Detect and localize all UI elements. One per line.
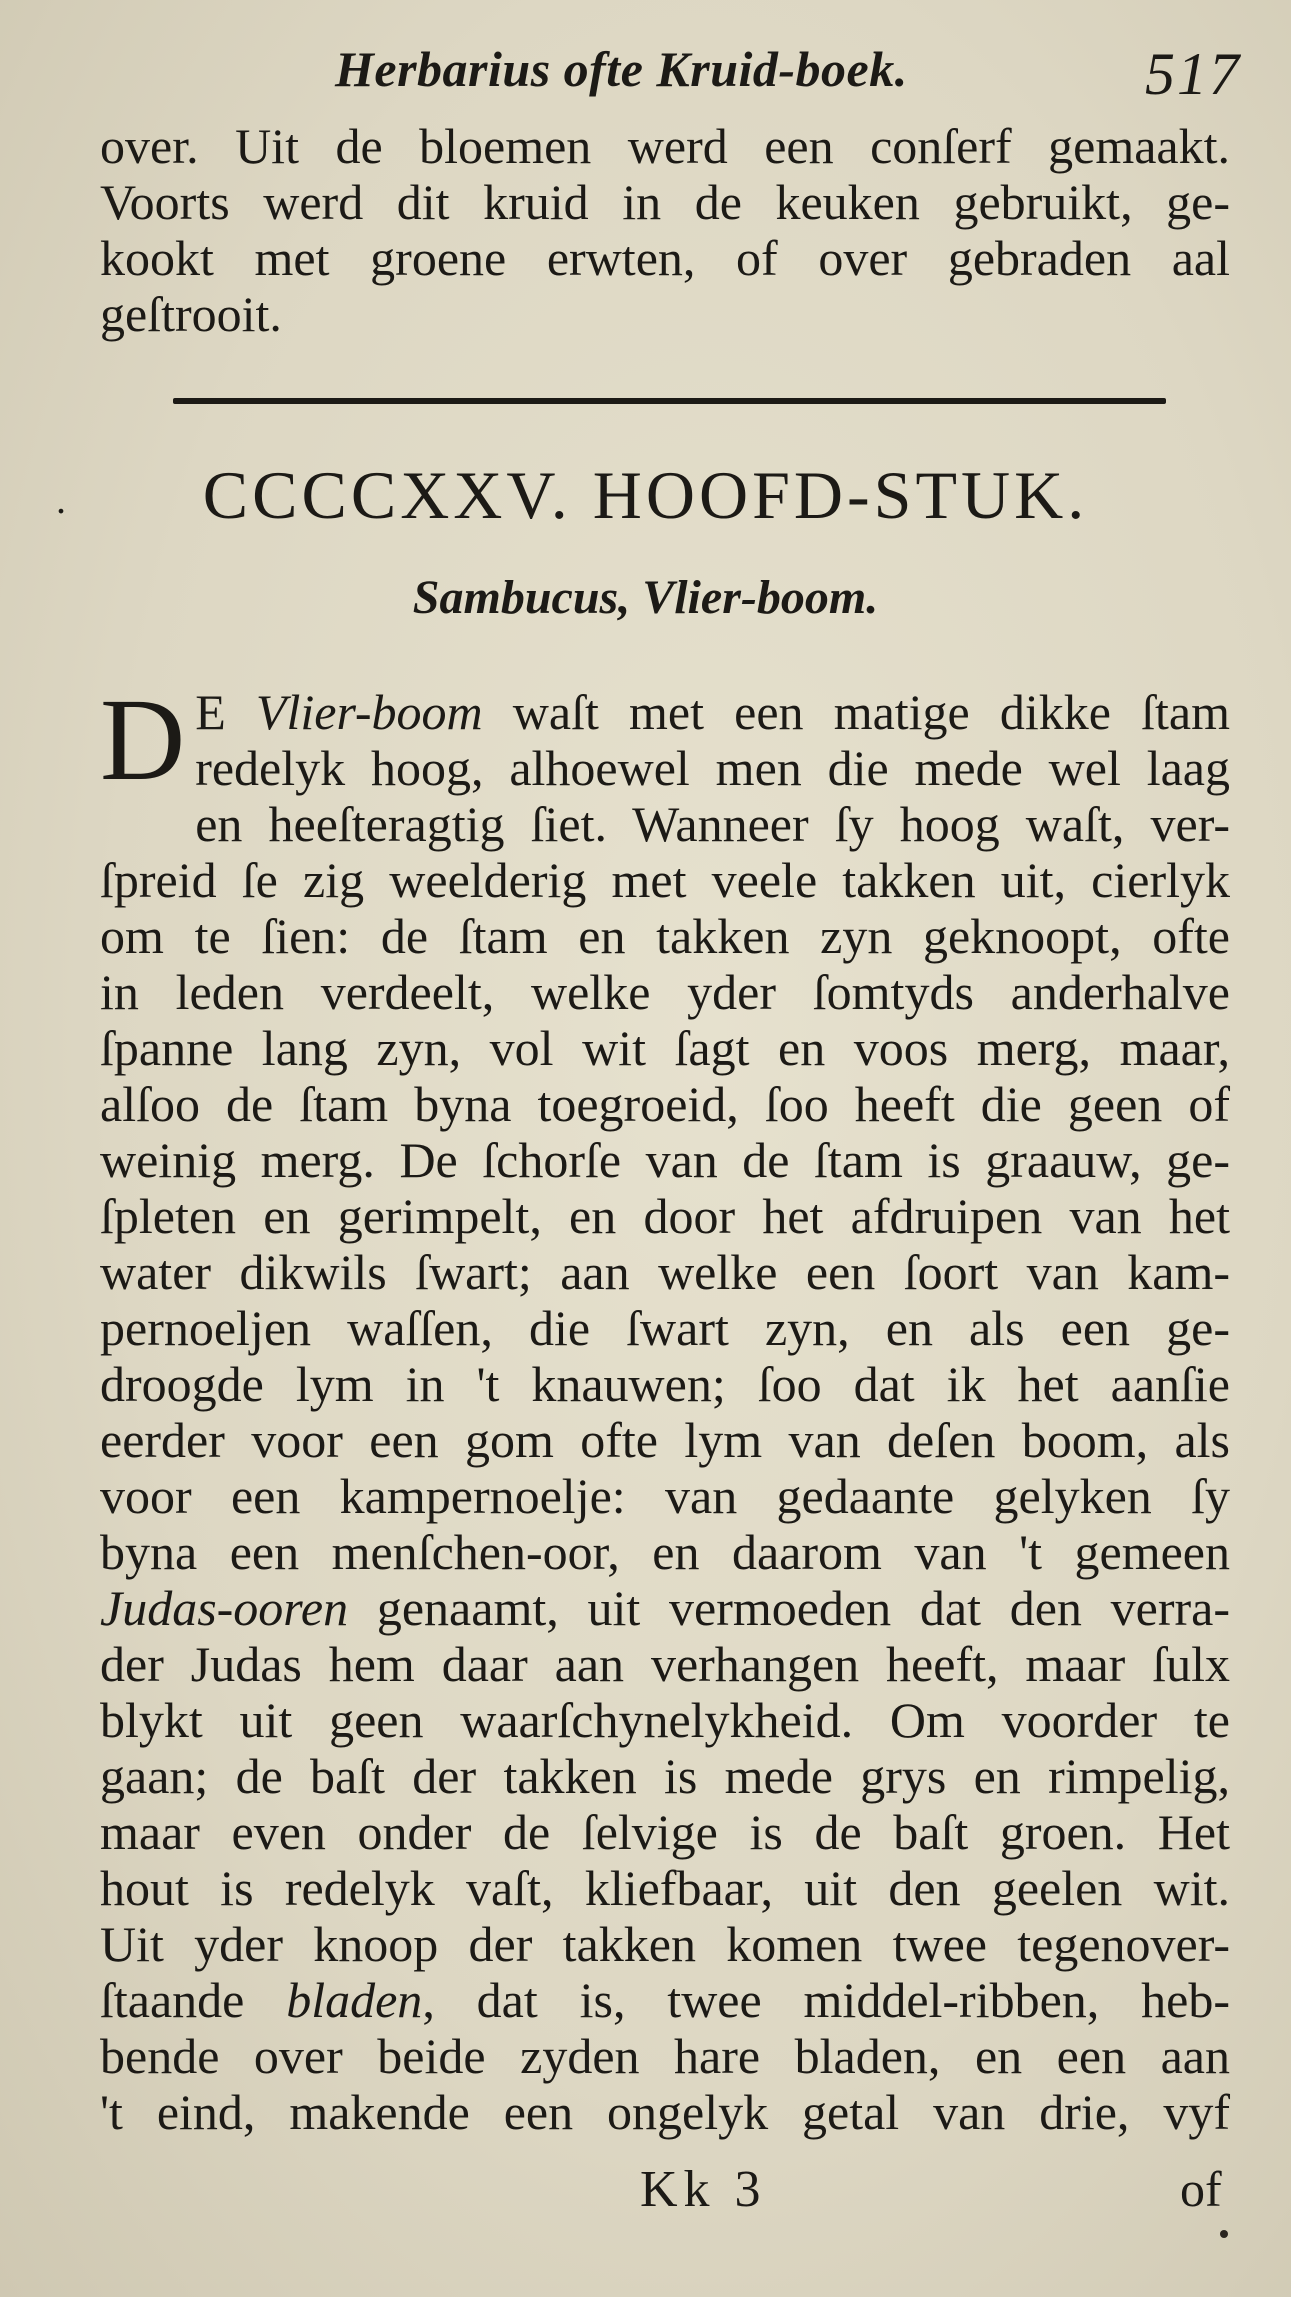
text-line: blykt uit geen waarſchynelykheid. Om voorder te xyxy=(100,1692,1230,1748)
text-line: geſtrooit. xyxy=(100,286,282,342)
text-line: maar even onder de ſelvige is de baſt groen. Het xyxy=(100,1804,1230,1860)
italic-term: Vlier-boom xyxy=(255,684,483,740)
text-line: voor een kampernoelje: van gedaante gelyken ſy xyxy=(100,1468,1230,1524)
text-line: pernoeljen waſſen, die ſwart zyn, en als een ge- xyxy=(100,1300,1230,1356)
intro-paragraph xyxy=(100,118,1230,342)
text-line: in leden verdeelt, welke yder ſomtyds anderhalve xyxy=(100,964,1230,1020)
text-line: eerder voor een gom ofte lym van deſen boom, als xyxy=(100,1412,1230,1468)
catchword: of xyxy=(1180,2161,1222,2217)
text-line: water dikwils ſwart; aan welke een ſoort van kam- xyxy=(100,1244,1230,1300)
text-line: over. Uit de bloemen werd een conſerf gemaakt. xyxy=(100,118,1230,174)
text-run: E xyxy=(195,684,256,740)
text-run: , dat is, twee middel-ribben, heb- xyxy=(422,1972,1230,2028)
text-line: en heeſteragtig ſiet. Wanneer ſy hoog waſt, ver- xyxy=(195,796,1230,852)
chapter-marker: . xyxy=(56,477,66,522)
text-line: alſoo de ſtam byna toegroeid, ſoo heeft die geen of xyxy=(100,1076,1230,1132)
section-rule xyxy=(173,398,1166,404)
chapter-subheading: Sambucus, Vlier-boom. xyxy=(412,571,879,624)
text-line: om te ſien: de ſtam en takken zyn geknoopt, ofte xyxy=(100,908,1230,964)
text-line: ſpleten en gerimpelt, en door het afdruipen van het xyxy=(100,1188,1230,1244)
text-line xyxy=(100,1580,1230,1636)
body-paragraph xyxy=(100,674,1230,2140)
ink-speck xyxy=(1220,2230,1228,2238)
text-line: hout is redelyk vaſt, kliefbaar, uit den geelen wit. xyxy=(100,1860,1230,1916)
page-number: 517 xyxy=(1145,41,1241,107)
text-line: byna een menſchen-oor, en daarom van 't gemeen xyxy=(100,1524,1230,1580)
text-line: redelyk hoog, alhoewel men die mede wel laag xyxy=(195,740,1230,796)
text-line: der Judas hem daar aan verhangen heeft, maar ſulx xyxy=(100,1636,1230,1692)
signature-mark: Kk 3 xyxy=(640,2161,767,2218)
text-line xyxy=(100,1972,1230,2028)
text-line: weinig merg. De ſchorſe van de ſtam is graauw, ge- xyxy=(100,1132,1230,1188)
drop-cap: D xyxy=(100,674,186,805)
running-head xyxy=(0,40,1291,110)
text-line: gaan; de baſt der takken is mede grys en rimpelig, xyxy=(100,1748,1230,1804)
page-footer xyxy=(0,2160,1291,2230)
text-run: ſtaande xyxy=(100,1972,287,2028)
text-line: bende over beide zyden hare bladen, en een aan xyxy=(100,2028,1230,2084)
text-line: ſpreid ſe zig weelderig met veele takken uit, cierlyk xyxy=(100,852,1230,908)
text-line: 't eind, makende een ongelyk getal van drie, vyf xyxy=(100,2084,1230,2140)
text-line: ſpanne lang zyn, vol wit ſagt en voos merg, maar, xyxy=(100,1020,1230,1076)
text-line: kookt met groene erwten, of over gebraden aal xyxy=(100,230,1230,286)
running-title: Herbarius ofte Kruid-boek. xyxy=(335,41,908,97)
italic-term: bladen xyxy=(286,1972,423,2028)
chapter-heading: CCCCXXV. HOOFD-STUK. xyxy=(202,457,1089,533)
text-line: Voorts werd dit kruid in de keuken gebruikt, ge- xyxy=(100,174,1230,230)
text-line: Uit yder knoop der takken komen twee tegenover- xyxy=(100,1916,1230,1972)
text-line xyxy=(100,684,1230,740)
text-run: waſt met een matige dikke ſtam xyxy=(482,684,1230,740)
text-line: droogde lym in 't knauwen; ſoo dat ik het aanſie xyxy=(100,1356,1230,1412)
text-run: genaamt, uit vermoeden dat den verra- xyxy=(348,1580,1230,1636)
italic-term: Judas-ooren xyxy=(100,1580,349,1636)
